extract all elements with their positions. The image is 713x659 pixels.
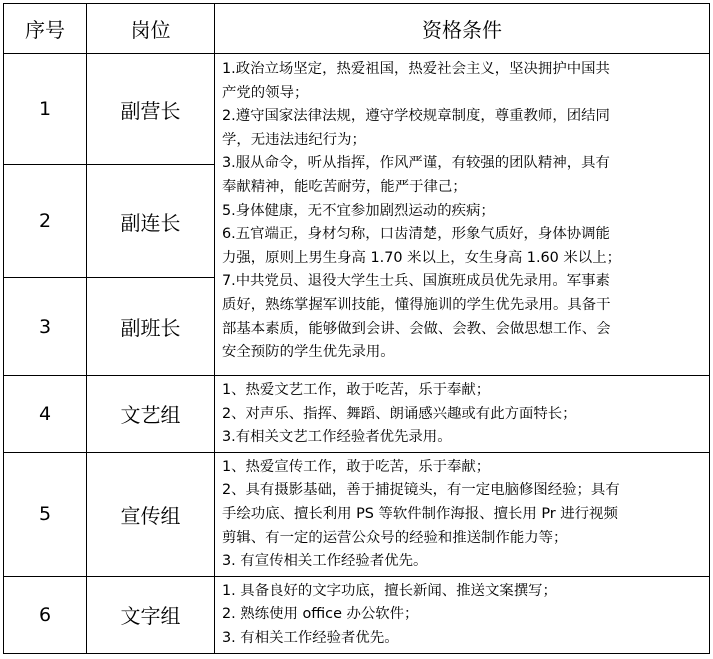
row-number: 1 [4,54,87,165]
condition-line: 1.政治立场坚定，热爱祖国，热爱社会主义，坚决拥护中国共 [222,61,610,77]
condition-line: 力强，原则上男生身高 1.70 米以上，女生身高 1.60 米以上； [222,249,621,266]
table-row [4,452,710,576]
row-number: 5 [4,452,87,576]
condition-line: 产党的领导； [222,84,309,101]
header-number: 序号 [4,4,87,54]
condition-line: 剪辑、有一定的运营公众号的经验和推送制作能力等； [222,529,568,546]
condition-line: 2、对声乐、指挥、舞蹈、朗诵感兴趣或有此方面特长； [222,405,577,422]
condition-line: 安全预防的学生优先录用。 [222,344,395,361]
row-position: 文艺组 [87,376,215,453]
row-number: 4 [4,376,87,453]
row-position: 副连长 [87,165,215,278]
condition-line: 部基本素质，能够做到会讲、会做、会教、会做思想工作、会 [222,320,611,337]
condition-line: 2. 熟练使用 office 办公软件； [222,606,419,623]
condition-line: 6.五官端正，身材匀称，口齿清楚，形象气质好，身体协调能 [222,226,610,243]
condition-line: 7.中共党员、退役大学生士兵、国旗班成员优先录用。军事素 [222,273,610,290]
row-number: 3 [4,278,87,376]
row-number: 2 [4,165,87,278]
table-row [4,376,710,453]
table-row [4,576,710,653]
condition-line: 3. 有宣传相关工作经验者优先。 [222,553,428,570]
qualification-cell [215,452,710,576]
row-number: 6 [4,576,87,653]
condition-line: 1、热爱宣传工作，敢于吃苦，乐于奉献； [222,458,491,475]
row-position: 副营长 [87,54,215,165]
qualification-cell [215,376,710,453]
condition-line: 1、热爱文艺工作，敢于吃苦，乐于奉献； [222,382,491,398]
condition-line: 3.有相关文艺工作经验者优先录用。 [222,429,452,446]
condition-line: 质好，熟练掌握军训技能，懂得施训的学生优先录用。具备干 [222,296,611,313]
row-position: 副班长 [87,278,215,376]
qualification-table [3,3,710,654]
condition-line: 奉献精神，能吃苦耐劳，能严于律己； [222,178,467,195]
header-row [4,4,710,54]
condition-line: 3.服从命令，听从指挥，作风严谨，有较强的团队精神，具有 [222,155,610,172]
condition-line: 学，无违法违纪行为； [222,131,366,148]
condition-line: 手绘功底、擅长利用 PS 等软件制作海报、擅长用 Pr 进行视频 [222,505,618,522]
condition-line: 2.遵守国家法律法规，遵守学校规章制度，尊重教师，团结同 [222,108,610,125]
condition-line: 3. 有相关工作经验者优先。 [222,629,399,646]
row-position: 宣传组 [87,452,215,576]
condition-line: 1. 具备良好的文字功底，擅长新闻、推送文案撰写； [222,582,557,599]
table-row [4,54,710,165]
header-qualification: 资格条件 [215,4,710,54]
condition-line: 2、具有摄影基础，善于捕捉镜头，有一定电脑修图经验；具有 [222,482,620,499]
shared-qualification-cell [215,54,710,376]
qualification-cell [215,576,710,653]
row-position: 文字组 [87,576,215,653]
condition-line: 5.身体健康，无不宜参加剧烈运动的疾病； [222,202,495,219]
header-position: 岗位 [87,4,215,54]
